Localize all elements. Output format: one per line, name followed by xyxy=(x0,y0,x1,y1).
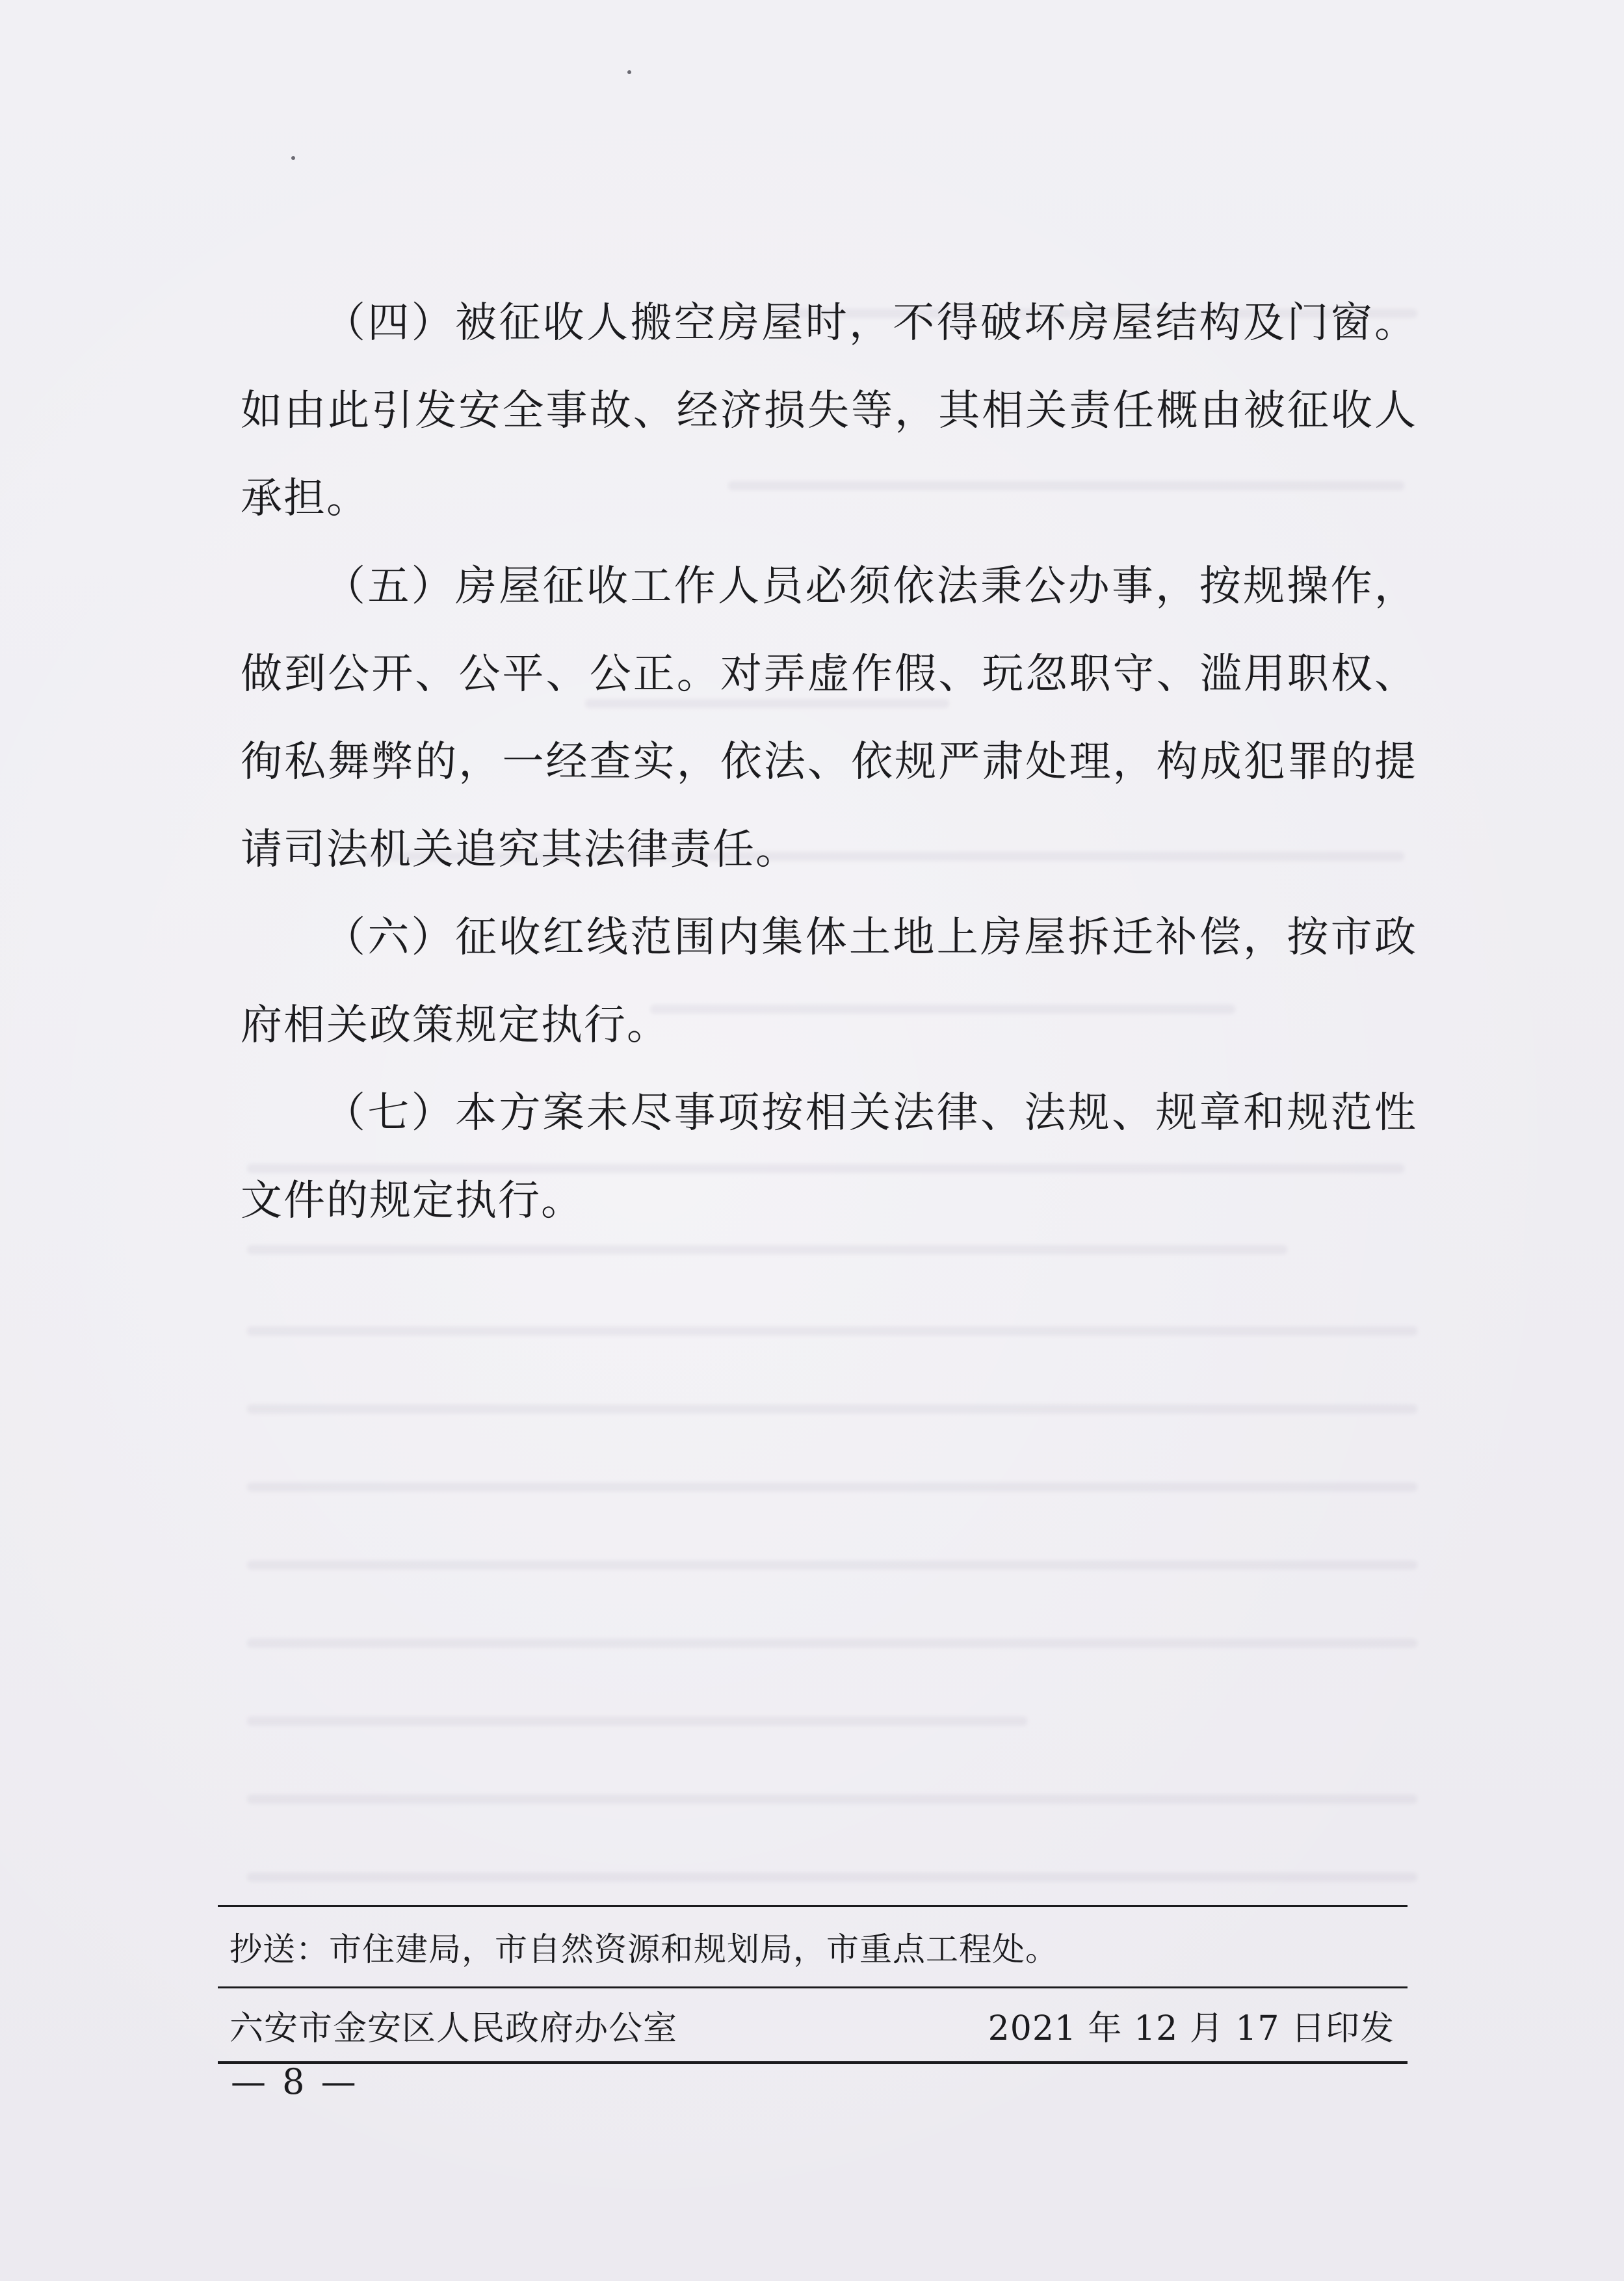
issuer-office: 六安市金安区人民政府办公室 xyxy=(229,2009,678,2048)
body-text xyxy=(241,280,1417,1245)
scan-speck xyxy=(291,156,295,160)
paragraph-item-6: （六）征收红线范围内集体土地上房屋拆迁补偿，按市政府相关政策规定执行。 xyxy=(241,914,1417,1049)
scan-speck xyxy=(627,70,631,74)
issue-date: 2021 年 12 月 17 日印发 xyxy=(988,2009,1395,2048)
paragraph-item-5: （五）房屋征收工作人员必须依法秉公办事，按规操作，做到公开、公平、公正。对弄虚作假、玩忽职守、滥用职权、徇私舞弊的，一经查实，依法、依规严肃处理，构成犯罪的提请司法机关追究其法律责任。 xyxy=(241,562,1417,874)
footer-bottom-rule xyxy=(218,2061,1408,2064)
paragraph-item-7: （七）本方案未尽事项按相关法律、法规、规章和规范性文件的规定执行。 xyxy=(241,1089,1417,1225)
page-number: — 8 — xyxy=(231,2061,359,2102)
document-footer xyxy=(218,1905,1408,2064)
cc-recipients: 抄送：市住建局，市自然资源和规划局，市重点工程处。 xyxy=(229,1931,1058,1968)
issuer-row xyxy=(218,1988,1408,2061)
paragraph-item-4: （四）被征收人搬空房屋时，不得破坏房屋结构及门窗。如由此引发安全事故、经济损失等，其相关责任概由被征收人承担。 xyxy=(241,299,1417,523)
